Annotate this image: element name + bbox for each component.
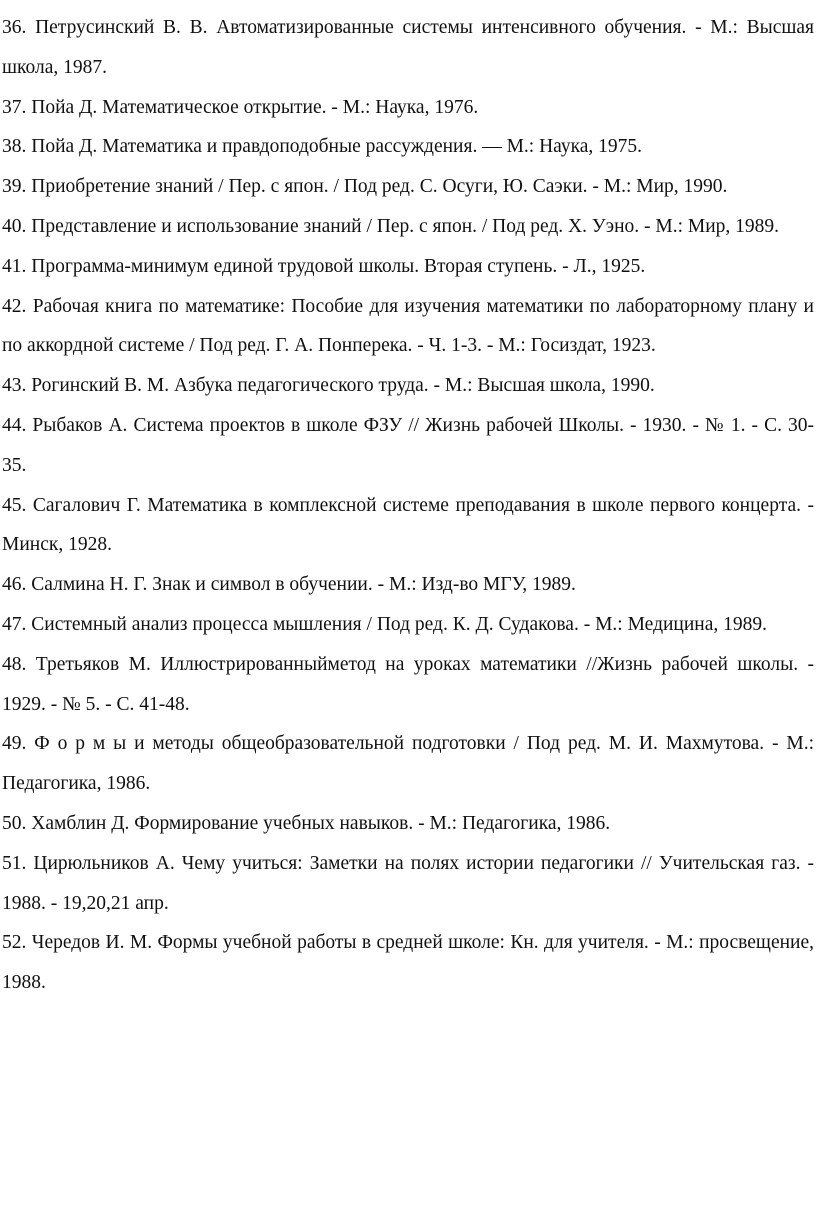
bibliography-entry-42: 42. Рабочая книга по математике: Пособие для изучения математики по лабораторному плану и по аккордной системе / Под ред. Г. А. Понперека. - Ч. 1-3. - М.: Госиздат, 1923. bbox=[2, 295, 814, 357]
bibliography-entry-41: 41. Программа-минимум единой трудовой школы. Вторая ступень. - Л., 1925. bbox=[2, 255, 646, 277]
bibliography-entry-36: 36. Петрусинский В. В. Автоматизированные системы интенсивного обучения. - М.: Высшая школа, 1987. bbox=[2, 17, 814, 78]
bibliography-entry-46: 46. Салмина Н. Г. Знак и символ в обучении. - М.: Изд-во МГУ, 1989. bbox=[2, 574, 576, 596]
bibliography-entry-51: 51. Цирюльников А. Чему учиться: Заметки на полях истории педагогики // Учительская газ. - 1988. - 19,20,21 апр. bbox=[2, 852, 814, 914]
bibliography-entry-39: 39. Приобретение знаний / Пер. с япон. / Под ред. С. Осуги, Ю. Саэки. - М.: Мир, 1990. bbox=[2, 176, 728, 198]
bibliography-entry-43: 43. Рогинский В. М. Азбука педагогического труда. - М.: Высшая школа, 1990. bbox=[2, 375, 655, 397]
bibliography-entry-52: 52. Чередов И. М. Формы учебной работы в средней школе: Кн. для учителя. - М.: просвещение, 1988. bbox=[2, 932, 814, 994]
bibliography-entry-47: 47. Системный анализ процесса мышления / Под ред. К. Д. Судакова. - М.: Медицина, 1989. bbox=[2, 613, 768, 635]
bibliography-entry-37: 37. Пойа Д. Математическое открытие. - М.: Наука, 1976. bbox=[2, 96, 479, 118]
bibliography-entry-44: 44. Рыбаков А. Система проектов в школе ФЗУ // Жизнь рабочей Школы. - 1930. - № 1. - С. 30-35. bbox=[2, 414, 814, 476]
bibliography-entry-40: 40. Представление и использование знаний / Пер. с япон. / Под ред. Х. Уэно. - М.: Мир, 1989. bbox=[2, 215, 780, 237]
bibliography-entry-50: 50. Хамблин Д. Формирование учебных навыков. - М.: Педагогика, 1986. bbox=[2, 812, 611, 834]
bibliography-entry-49: 49. Ф о р м ы и методы общеобразовательной подготовки / Под ред. М. И. Махмутова. - М.: Педагогика, 1986. bbox=[2, 733, 814, 795]
bibliography-entry-45: 45. Сагалович Г. Математика в комплексной системе преподавания в школе первого концерта. - Минск, 1928. bbox=[2, 494, 814, 556]
bibliography-entry-48: 48. Третьяков М. Иллюстрированныйметод на уроках математики //Жизнь рабочей школы. - 1929. - № 5. - С. 41-48. bbox=[2, 653, 814, 715]
bibliography-entry-38: 38. Пойа Д. Математика и правдоподобные рассуждения. — М.: Наука, 1975. bbox=[2, 136, 643, 158]
